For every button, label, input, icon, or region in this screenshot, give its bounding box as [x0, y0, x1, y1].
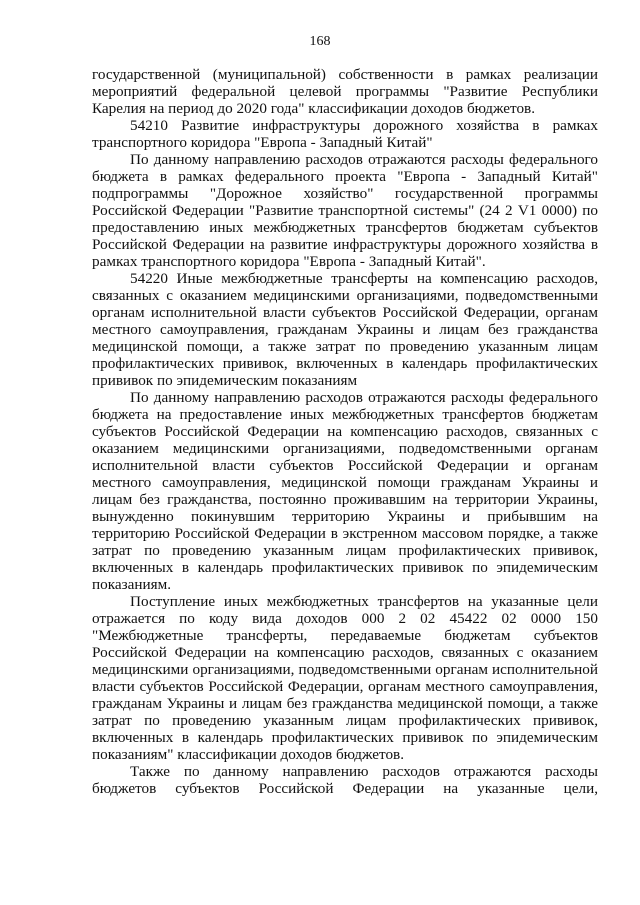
page-number: 168 [309, 34, 331, 49]
paragraph-54210-description: По данному направлению расходов отражаются расходы федерального бюджета в рамках федерального проекта "Европа - Западный Китай" подпрограммы "Дорожное хозяйство" государственной программы Российской Федерации "Развитие транспортной системы" (24 2 V1 0000) по предоставлению иных межбюджетных трансфертов бюджетам субъектов Российской Федерации на развитие инфраструктуры дорожного хозяйства в рамках транспортного коридора "Европа - Западный Китай". [92, 151, 598, 270]
paragraph-continuation: государственной (муниципальной) собственности в рамках реализации мероприятий федеральной целевой программы "Развитие Республики Карелия на период до 2020 года" классификации доходов бюджетов. [92, 66, 598, 117]
paragraph-54220-description: По данному направлению расходов отражаются расходы федерального бюджета на предоставление иных межбюджетных трансфертов бюджетам субъектов Российской Федерации на компенсацию расходов, связанных с оказанием медицинскими организациями, подведомственными органам исполнительной власти субъектов Российской Федерации и органам местного самоуправления, медицинской помощи гражданам Украины и лицам без гражданства, постоянно проживавшим на территории Украины, вынужденно покинувшим территорию Украины и прибывшим на территорию Российской Федерации в экстренном массовом порядке, а также затрат по проведению указанным лицам профилактических прививок, включенных в календарь профилактических прививок по эпидемическим показаниям. [92, 389, 598, 593]
paragraph-income-code: Поступление иных межбюджетных трансфертов на указанные цели отражается по коду вида доходов 000 2 02 45422 02 0000 150 "Межбюджетные трансферты, передаваемые бюджетам субъектов Российской Федерации на компенсацию расходов, связанных с оказанием медицинскими организациями, подведомственными органам исполнительной власти субъектов Российской Федерации, органам местного самоуправления, гражданам Украины и лицам без гражданства медицинской помощи, а также затрат по проведению указанным лицам профилактических прививок, включенных в календарь профилактических прививок по эпидемическим показаниям" классификации доходов бюджетов. [92, 593, 598, 763]
document-body [92, 66, 598, 797]
paragraph-regional-budgets: Также по данному направлению расходов отражаются расходы бюджетов субъектов Российской Федерации на указанные цели, [92, 763, 598, 797]
paragraph-section-heading-54210: 54210 Развитие инфраструктуры дорожного хозяйства в рамках транспортного коридора "Европа - Западный Китай" [92, 117, 598, 151]
paragraph-section-heading-54220: 54220 Иные межбюджетные трансферты на компенсацию расходов, связанных с оказанием медицинскими организациями, подведомственными органам исполнительной власти субъектов Российской Федерации, органам местного самоуправления, гражданам Украины и лицам без гражданства медицинской помощи, а также затрат по проведению указанным лицам профилактических прививок, включенных в календарь профилактических прививок по эпидемическим показаниям [92, 270, 598, 389]
